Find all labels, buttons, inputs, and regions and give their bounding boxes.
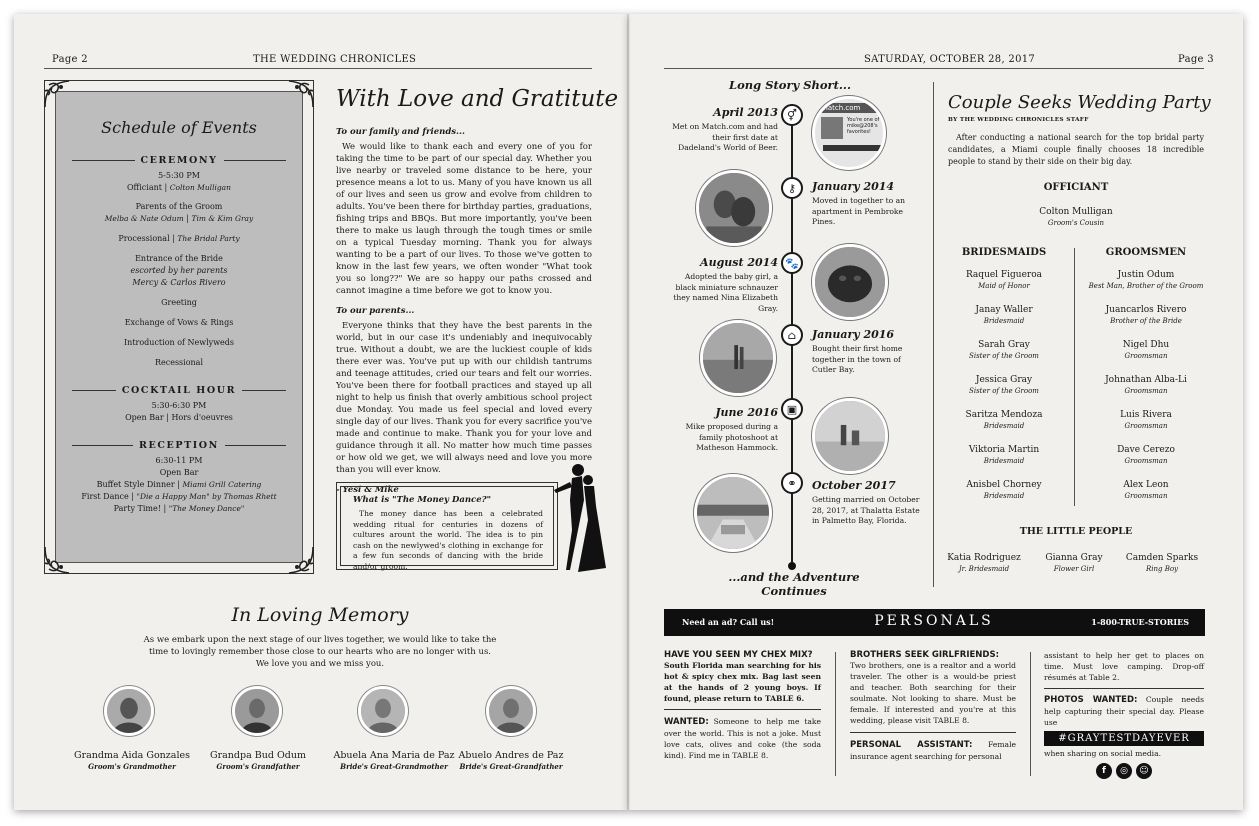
party-name: Colton Mulligan: [1039, 207, 1113, 217]
processional-song: The Bridal Party: [177, 234, 240, 243]
spine-shadow: [627, 14, 631, 810]
party-name: Jessica Gray: [975, 375, 1033, 385]
officiant-label: Officiant: [127, 183, 162, 192]
personals-title: PERSONALS: [874, 613, 994, 629]
memory-role: Bride's Great-Grandfather: [459, 762, 563, 771]
header-rule: [664, 68, 1204, 69]
party-role: Groom's Cousin: [1047, 219, 1105, 227]
groomsmen-heading: GROOMSMEN: [1105, 247, 1187, 258]
party-role: Sister of the Groom: [969, 352, 1039, 360]
flourish-ornament-icon: [41, 77, 75, 111]
party-role: Bridesmaid: [983, 457, 1025, 465]
timeline-date: October 2017: [812, 479, 896, 492]
timeline-text: Met on Match.com and had their first date at Dadeland's World of Beer.: [672, 122, 778, 152]
party-song: "The Money Dance": [168, 504, 245, 513]
avatar: [232, 686, 282, 736]
timeline-title: Long Story Short...: [729, 78, 851, 92]
schedule-frame: Schedule of Events CEREMONY 5-5:30 PM Officiant | Colton Mulligan Parents of the Groom Melba & Nate Odum | Tim & Kim Gray Processional | The Bridal Party Entrance of the Bride escorted by her parents Mercy & Carlos Rivero Greeting Exchange of Vows & Rings Introduction of Newlyweds Recessional COCKTAIL HOUR 5:30-6:30 PM Open Bar | Hors d'oeuvres RECEPTION 6:30-11 PM Open Bar Buffet Style Dinner | Miami Grill Catering First Dance | "Die a Happy Man" by Thomas Rhett Party Time! | "The Money Dance": [44, 80, 314, 574]
avatar: [104, 686, 154, 736]
party-name: Saritza Mendoza: [965, 410, 1043, 420]
party-role: Groomsman: [1124, 457, 1168, 465]
ceremony-time: 5-5:30 PM: [158, 171, 200, 180]
gratitude-title: With Love and Gratitute: [336, 86, 619, 112]
instagram-icon[interactable]: ◎: [1116, 763, 1132, 779]
timeline-text: Bought their first home together in the town of Cutler Bay.: [812, 344, 903, 374]
flourish-ornament-icon: [41, 543, 75, 577]
timeline-footer: ...and the Adventure Continues: [728, 570, 860, 598]
page-number: Page 3: [1178, 54, 1214, 65]
party-name: Justin Odum: [1117, 270, 1175, 280]
processional: Processional: [118, 234, 170, 243]
memory-title: In Loving Memory: [231, 604, 409, 626]
ring-box-icon: ▣: [781, 398, 803, 420]
party-name: Alex Leon: [1123, 480, 1169, 490]
house-photo: [700, 320, 776, 396]
personals-divider: [835, 652, 836, 776]
ad-text: South Florida man searching for his hot & spicy chex mix. Bag last seen at the hands of 2 young boys. If found, please return to TABLE 6.: [664, 661, 821, 703]
memory-line-2: time to lovingly remember those close to our hearts who are no longer with us.: [148, 647, 492, 657]
parents-groom: Parents of the Groom: [135, 202, 223, 211]
party-name: Anisbel Chorney: [966, 480, 1042, 490]
party-name: Gianna Gray: [1045, 553, 1103, 563]
party-name: Nigel Dhu: [1122, 340, 1170, 350]
couple-photo: [696, 170, 772, 246]
avatar: [486, 686, 536, 736]
parents-groom-a: Melba & Nate Odum: [104, 214, 184, 223]
bridesmaids-list: [944, 269, 1064, 514]
party-role: Best Man, Brother of the Groom: [1088, 282, 1204, 290]
venue-photo: [694, 474, 772, 552]
schedule-title: Schedule of Events: [101, 118, 257, 137]
party-intro: After conducting a national search for the top bridal party candidates, a Miami couple finally chooses 18 incredible people to stand by their side on their big day.: [948, 133, 1204, 166]
timeline-text: Mike proposed during a family photoshoot at Matheson Hammock.: [685, 422, 778, 452]
party-name: Johnathan Alba-Li: [1105, 375, 1187, 385]
party-role: Brother of the Bride: [1110, 317, 1182, 325]
timeline-text: Getting married on October 28, 2017, at Thalatta Estate in Palmetto Bay, Florida.: [812, 495, 920, 525]
timeline-text: Moved in together to an apartment in Pembroke Pines.: [812, 196, 906, 226]
ad-divider: [850, 732, 1016, 733]
memory-role: Bride's Great-Grandmother: [340, 762, 448, 771]
gratitude-para-1: We would like to thank each and every one of you for taking the time to be part of our special day. Whether you live nearby or traveled some distance to be here, your presence means a lot to us. Many of you have known us all of our lives and seen us grow and evolve from children to adults. You've been there for birthday parties, graduations, fishing trips and BBQs. But more importantly, you've been there to make us laugh through the tough times or smile on a typical Tuesday morning. Thank you for always wanting to be a part of our lives. To those we've gotten to know in the last few years, we often wonder "What took you so long??" We are so happy our paths crossed and cannot imagine a time before we got to know you.: [336, 142, 592, 296]
first-dance: First Dance: [81, 492, 129, 501]
timeline-text: Adopted the baby girl, a black miniature schnauzer they named Nina Elizabeth Gray.: [673, 272, 778, 313]
buffet-by: Miami Grill Catering: [182, 480, 262, 489]
ad-heading: WANTED:: [664, 717, 709, 727]
reception-time: 6:30-11 PM: [155, 456, 203, 465]
cocktail-heading: COCKTAIL HOUR: [66, 385, 292, 396]
memory-name: Grandma Aida Gonzales: [74, 750, 190, 761]
match-logo: match.com: [815, 103, 883, 113]
party-role: Groomsman: [1124, 422, 1168, 430]
ad-text-continued: assistant to help her get to places on time. Must love camping. Drop-off résumés at Table 2.: [1044, 651, 1204, 682]
party-role: Bridesmaid: [983, 317, 1025, 325]
paw-icon: 🐾: [781, 252, 803, 274]
party-name: Sarah Gray: [978, 340, 1030, 350]
hashtag-badge: #GRAYTESTDAYEVER: [1044, 731, 1204, 746]
ad-call-tag: Need an ad? Call us!: [682, 617, 775, 627]
cocktail-time: 5:30-6:30 PM: [151, 401, 207, 410]
rings-icon: ⚭: [781, 472, 803, 494]
hashtag-hint: when sharing on social media.: [1044, 749, 1162, 758]
cocktail-items: Open Bar | Hors d'oeuvres: [125, 413, 233, 422]
gratitude-para-2: Everyone thinks that they have the best parents in the world, but in our case it's undeniably and inequivocably true. Without a doubt, we are the luckiest couple of kids there ever was. You've put up with our childish tantrums and teenage attitudes, cried our tears and felt our worries. You've been there for football practices and stayed up all night to help us finish that overly ambitious school project due Monday. You made us feel special and loved every single day of our lives. Thank you for every sacrifice you've made and continue to make. Thank you for your love and guidance through it all. No matter how much time passes or how old we get, we will always need and love you more than you will ever know.: [336, 321, 592, 475]
party-role: Groomsman: [1124, 387, 1168, 395]
facebook-icon[interactable]: f: [1096, 763, 1112, 779]
ad-text: Someone to help me take over the world. This is not a joke. Must love cats, olives and coke (the soda kind). Find me in TABLE 8.: [664, 717, 822, 760]
party-byline: BY THE WEDDING CHRONICLES STAFF: [948, 117, 1089, 123]
open-bar: Open Bar: [159, 468, 199, 477]
avatar: [358, 686, 408, 736]
ad-heading: PERSONAL ASSISTANT:: [850, 740, 973, 750]
header-rule: [44, 68, 592, 69]
dog-photo: [812, 244, 888, 320]
memory-role: Groom's Grandmother: [88, 762, 176, 771]
bridesmaids-heading: BRIDESMAIDS: [961, 247, 1047, 258]
money-dance-box: [336, 482, 558, 570]
parents-groom-b: Tim & Kim Gray: [191, 214, 254, 223]
party-role: Maid of Honor: [978, 282, 1030, 290]
escorted-names: Mercy & Carlos Rivero: [132, 278, 226, 287]
ad-divider: [664, 709, 821, 710]
personals-banner: [664, 609, 1205, 636]
reception-heading: RECEPTION: [66, 440, 292, 451]
snapchat-icon[interactable]: ☺: [1136, 763, 1152, 779]
party-time: Party Time!: [113, 504, 161, 513]
party-name: Janay Waller: [975, 305, 1033, 315]
signature: - Yesi & Mike: [336, 485, 399, 495]
party-role: Groomsman: [1124, 352, 1168, 360]
groomsmen-list: [1082, 269, 1210, 514]
party-role: Sister of the Groom: [969, 387, 1039, 395]
memory-line-1: As we embark upon the next stage of our lives together, we would like to take the: [143, 635, 497, 645]
little-people-heading: THE LITTLE PEOPLE: [1019, 526, 1133, 537]
party-role: Jr. Bridesmaid: [958, 565, 1010, 573]
masthead: THE WEDDING CHRONICLES: [253, 54, 417, 65]
party-role: Flower Girl: [1053, 565, 1095, 573]
ad-text: Female insurance agent searching for personal: [850, 740, 1016, 761]
party-name: Luis Rivera: [1120, 410, 1172, 420]
house-icon: ⌂: [781, 324, 803, 346]
first-dance-song: "Die a Happy Man" by Thomas Rhett: [136, 492, 277, 501]
party-title: Couple Seeks Wedding Party: [948, 92, 1211, 113]
recessional: Recessional: [154, 358, 204, 367]
flourish-ornament-icon: [283, 543, 317, 577]
ad-divider: [1044, 688, 1204, 689]
money-dance-title: What is "The Money Dance?": [353, 495, 492, 505]
personals-phone: 1-800-TRUE-STORIES: [1091, 617, 1189, 627]
entrance: Entrance of the Bride: [135, 254, 223, 263]
key-icon: ⚷: [781, 177, 803, 199]
escorted: escorted by her parents: [130, 266, 228, 275]
party-divider: [1074, 248, 1075, 506]
issue-date: SATURDAY, OCTOBER 28, 2017: [864, 54, 1036, 65]
money-dance-text: The money dance has been a celebrated wedding ritual for centuries in dozens of cultures arount the world. The idea is to pin cash on the newlywed's clothing in exchange for a few fun seconds of dancing with the bride and/or groom.: [353, 509, 543, 571]
party-name: Viktoria Martin: [968, 445, 1040, 455]
introduction: Introduction of Newlyweds: [124, 338, 234, 347]
ad-text: Couple needs help capturing their special day. Please use: [1044, 695, 1204, 727]
gender-symbols-icon: ⚥: [781, 104, 803, 126]
officiant-name: Colton Mulligan: [169, 183, 231, 192]
match-badge: You're one of mike@208's favorites!: [847, 117, 880, 135]
ad-heading: PHOTOS WANTED:: [1044, 695, 1138, 705]
dancing-couple-icon: [548, 460, 612, 580]
party-name: Dave Cerezo: [1117, 445, 1175, 455]
match-button: [823, 145, 881, 151]
memory-role: Groom's Grandfather: [216, 762, 300, 771]
party-role: Bridesmaid: [983, 422, 1025, 430]
party-name: Juancarlos Rivero: [1105, 305, 1187, 315]
timeline-date: June 2016: [715, 406, 778, 419]
match-profile-photo: [812, 96, 886, 170]
timeline-date: April 2013: [713, 106, 778, 119]
ceremony-heading: CEREMONY: [66, 155, 292, 166]
party-role: Ring Boy: [1145, 565, 1179, 573]
salutation-parents: To our parents...: [336, 306, 415, 316]
memory-name: Grandpa Bud Odum: [210, 750, 306, 761]
party-name: Katia Rodriguez: [947, 553, 1021, 563]
timeline-date: January 2014: [812, 180, 895, 193]
personals-divider: [1030, 652, 1031, 776]
page-number: Page 2: [52, 54, 88, 65]
party-name: Raquel Figueroa: [965, 270, 1043, 280]
ad-heading: BROTHERS SEEK GIRLFRIENDS:: [850, 650, 999, 660]
timeline-end-dot: [788, 562, 796, 570]
timeline-date: August 2014: [700, 256, 778, 269]
profile-thumb: [821, 117, 843, 139]
proposal-photo: [812, 398, 888, 474]
memory-name: Abuela Ana Maria de Paz: [333, 750, 455, 761]
flourish-ornament-icon: [283, 77, 317, 111]
ad-text: Two brothers, one is a realtor and a world traveler. The other is a would-be priest and teacher. Both searching for their soulmate. Not looking to share. Must be female. If interested and you're at this wedding, please visit TABLE 8.: [850, 661, 1016, 725]
memory-name: Abuelo Andres de Paz: [458, 750, 564, 761]
greeting: Greeting: [161, 298, 197, 307]
officiant-heading: OFFICIANT: [1043, 182, 1109, 193]
timeline-date: January 2016: [812, 328, 895, 341]
vows: Exchange of Vows & Rings: [124, 318, 234, 327]
memory-line-3: We love you and we miss you.: [255, 659, 385, 669]
party-role: Bridesmaid: [983, 492, 1025, 500]
ad-heading: HAVE YOU SEEN MY CHEX MIX?: [664, 650, 813, 660]
party-name: Camden Sparks: [1125, 553, 1199, 563]
salutation-friends: To our family and friends...: [336, 127, 465, 137]
party-role: Groomsman: [1124, 492, 1168, 500]
buffet: Buffet Style Dinner: [96, 480, 175, 489]
column-divider: [933, 82, 934, 587]
